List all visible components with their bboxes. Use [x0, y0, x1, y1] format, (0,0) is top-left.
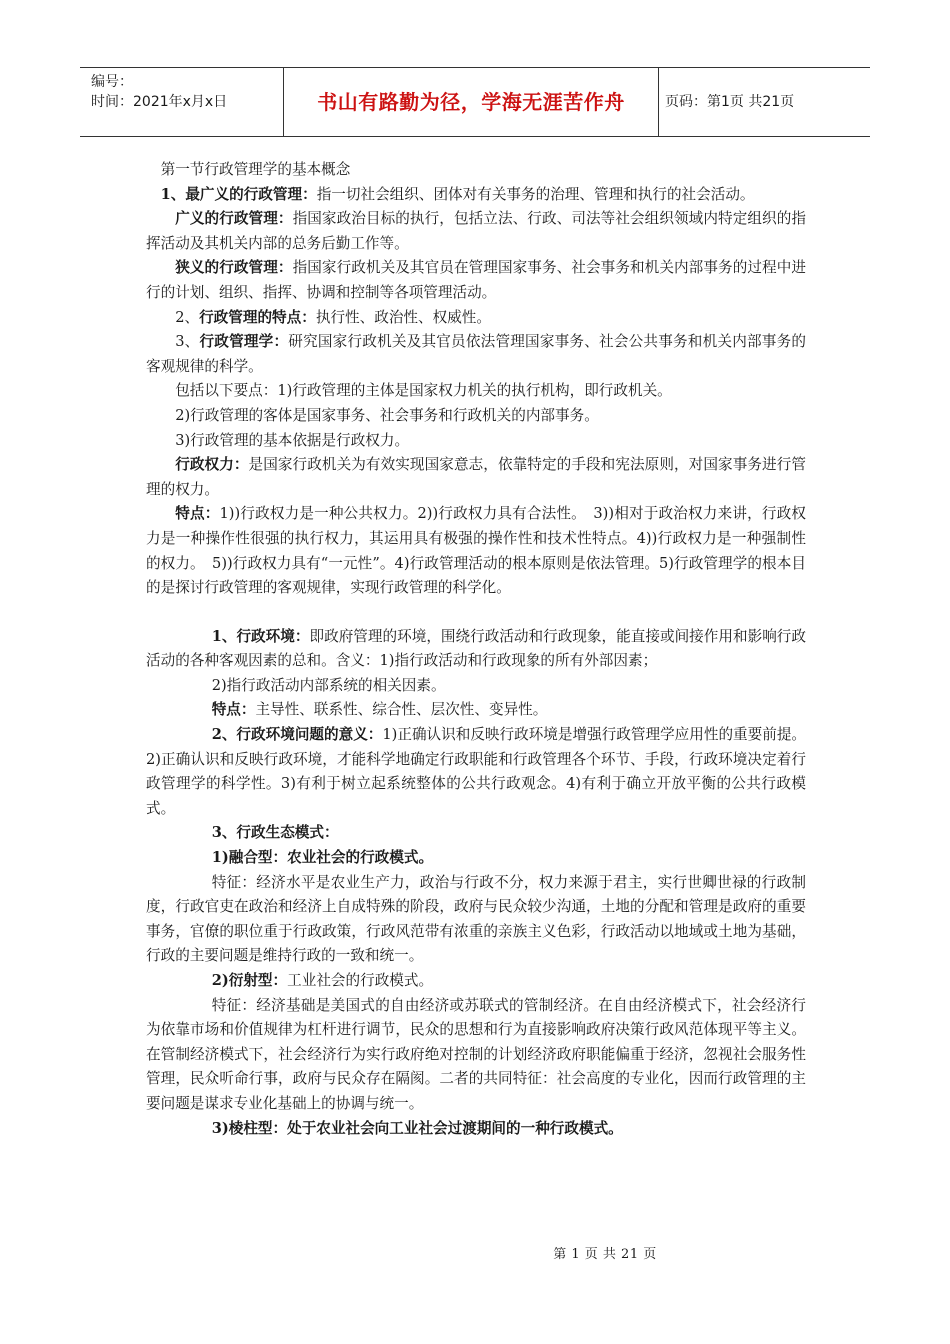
- paragraph-basis: 3)行政管理的基本依据是行政权力。: [175, 431, 410, 449]
- paragraph-power: 行政权力：是国家行政机关为有效实现国家意志，依靠特定的手段和宪法原则，对国家事务进行管理的权力。: [146, 456, 806, 498]
- paragraph-fused-features: 特征：经济水平是农业生产力，政治与行政不分，权力来源于君主，实行世卿世禄的行政制度，行政官吏在政治和经济上自成特殊的阶段，政府与民众较少沟通，土地的分配和管理是政府的重要事务，官僚的职位重于行政政策，行政风范带有浓重的亲族主义色彩，行政活动以地域或土地为基础，行政的主要问题是维持行政的一致和统一。: [146, 873, 806, 965]
- header-page-cell: [659, 68, 870, 136]
- paragraph-points: 包括以下要点：1)行政管理的主体是国家权力机关的执行机构，即行政机关。: [175, 382, 672, 400]
- number-label: 编号：: [91, 74, 133, 90]
- header-motto-cell: [284, 68, 659, 136]
- term: 1、最广义的行政管理：: [160, 185, 317, 203]
- term: 1、行政环境：: [211, 627, 310, 645]
- document-body: [146, 158, 806, 1141]
- paragraph-power-features: 特点：1))行政权力是一种公共权力。2))行政权力具有合法性。 3))相对于政治权力来讲，行政权力是一种操作性很强的执行权力，其运用具有极强的操作性和技术性特点。4))行政权力是一种强制性的权力。 5))行政权力具有“一元性”。4)行政管理活动的根本原则是依法管理。5)行政管理学的根本目的是探讨行政管理的客观规律，实现行政管理的科学化。: [146, 505, 806, 597]
- paragraph-broad: 广义的行政管理：指国家政治目标的执行，包括立法、行政、司法等社会组织领域内特定组织的指挥活动及其机关内部的总务后勤工作等。: [146, 210, 806, 252]
- page-footer: [0, 1243, 950, 1262]
- paragraph-diffracted: 2)衍射型：工业社会的行政模式。: [211, 972, 434, 989]
- term: 行政管理学：: [199, 333, 289, 351]
- motto: 书山有路勤为径，学海无涯苦作舟: [317, 90, 625, 114]
- date-label: 时间：2021年x月x日: [91, 94, 228, 110]
- paragraph-object: 2)行政管理的客体是国家事务、社会事务和行政机关的内部事务。: [175, 406, 599, 424]
- header-meta: [80, 68, 284, 136]
- paragraph-environment-internal: 2)指行政活动内部系统的相关因素。: [211, 676, 446, 694]
- section-title: 第一节行政管理学的基本概念: [160, 161, 351, 178]
- term: 行政管理的特点：: [199, 308, 316, 326]
- term: 特点：: [175, 505, 220, 523]
- paragraph-features: 2、行政管理的特点：执行性、政治性、权威性。: [175, 308, 491, 326]
- term: 2、行政环境问题的意义：: [211, 726, 383, 744]
- term: 特点：: [211, 701, 256, 719]
- term: 行政权力：: [175, 456, 249, 474]
- spacer: [146, 601, 806, 625]
- paragraph-eco-models: 3、行政生态模式：: [211, 824, 339, 842]
- paragraph-discipline: 3、行政管理学：研究国家行政机关及其官员依法管理国家事务、社会公共事务和机关内部事务的客观规律的科学。: [146, 333, 806, 375]
- paragraph-narrow: 狭义的行政管理：指国家行政机关及其官员在管理国家事务、社会事务和机关内部事务的过程中进行的计划、组织、指挥、协调和控制等各项管理活动。: [146, 259, 806, 301]
- term: 狭义的行政管理：: [175, 259, 293, 277]
- paragraph-environment: 1、行政环境：即政府管理的环境，围绕行政活动和行政现象，能直接或间接作用和影响行政活动的各种客观因素的总和。含义：1)指行政活动和行政现象的所有外部因素；: [146, 627, 806, 670]
- paragraph-environment-features: 特点：主导性、联系性、综合性、层次性、变异性。: [211, 701, 548, 719]
- page-code: 页码：第1页 共21页: [665, 94, 795, 110]
- footer-page-number: 第 1 页 共 21 页: [553, 1247, 657, 1262]
- paragraph-fused: 1)融合型：农业社会的行政模式。: [211, 849, 434, 867]
- paragraph-broadest: 1、最广义的行政管理：指一切社会组织、团体对有关事务的治理、管理和执行的社会活动。: [160, 185, 755, 203]
- paragraph-environment-significance: 2、行政环境问题的意义：1)正确认识和反映行政环境是增强行政管理学应用性的重要前提。2)正确认识和反映行政环境，才能科学地确定行政职能和行政管理各个环节、手段，行政环境决定着行政管理学的科学性。3)有利于树立起系统整体的公共行政观念。4)有利于确立开放平衡的公共行政模式。: [146, 726, 807, 817]
- term: 2)衍射型：: [211, 972, 288, 989]
- document-header: [80, 67, 870, 137]
- paragraph-diffracted-features: 特征：经济基础是美国式的自由经济或苏联式的管制经济。在自由经济模式下，社会经济行为依靠市场和价值规律为杠杆进行调节，民众的思想和行为直接影响政府决策行政风范体现平等主义。在管制经济模式下，社会经济行为实行政府绝对控制的计划经济政府职能偏重于经济，忽视社会服务性管理，民众听命行事，政府与民众存在隔阂。二者的共同特征：社会高度的专业化，因而行政管理的主要问题是谋求专业化基础上的协调与统一。: [146, 996, 806, 1112]
- term: 广义的行政管理：: [175, 210, 293, 228]
- paragraph-prismatic: 3)棱柱型：处于农业社会向工业社会过渡期间的一种行政模式。: [211, 1119, 623, 1137]
